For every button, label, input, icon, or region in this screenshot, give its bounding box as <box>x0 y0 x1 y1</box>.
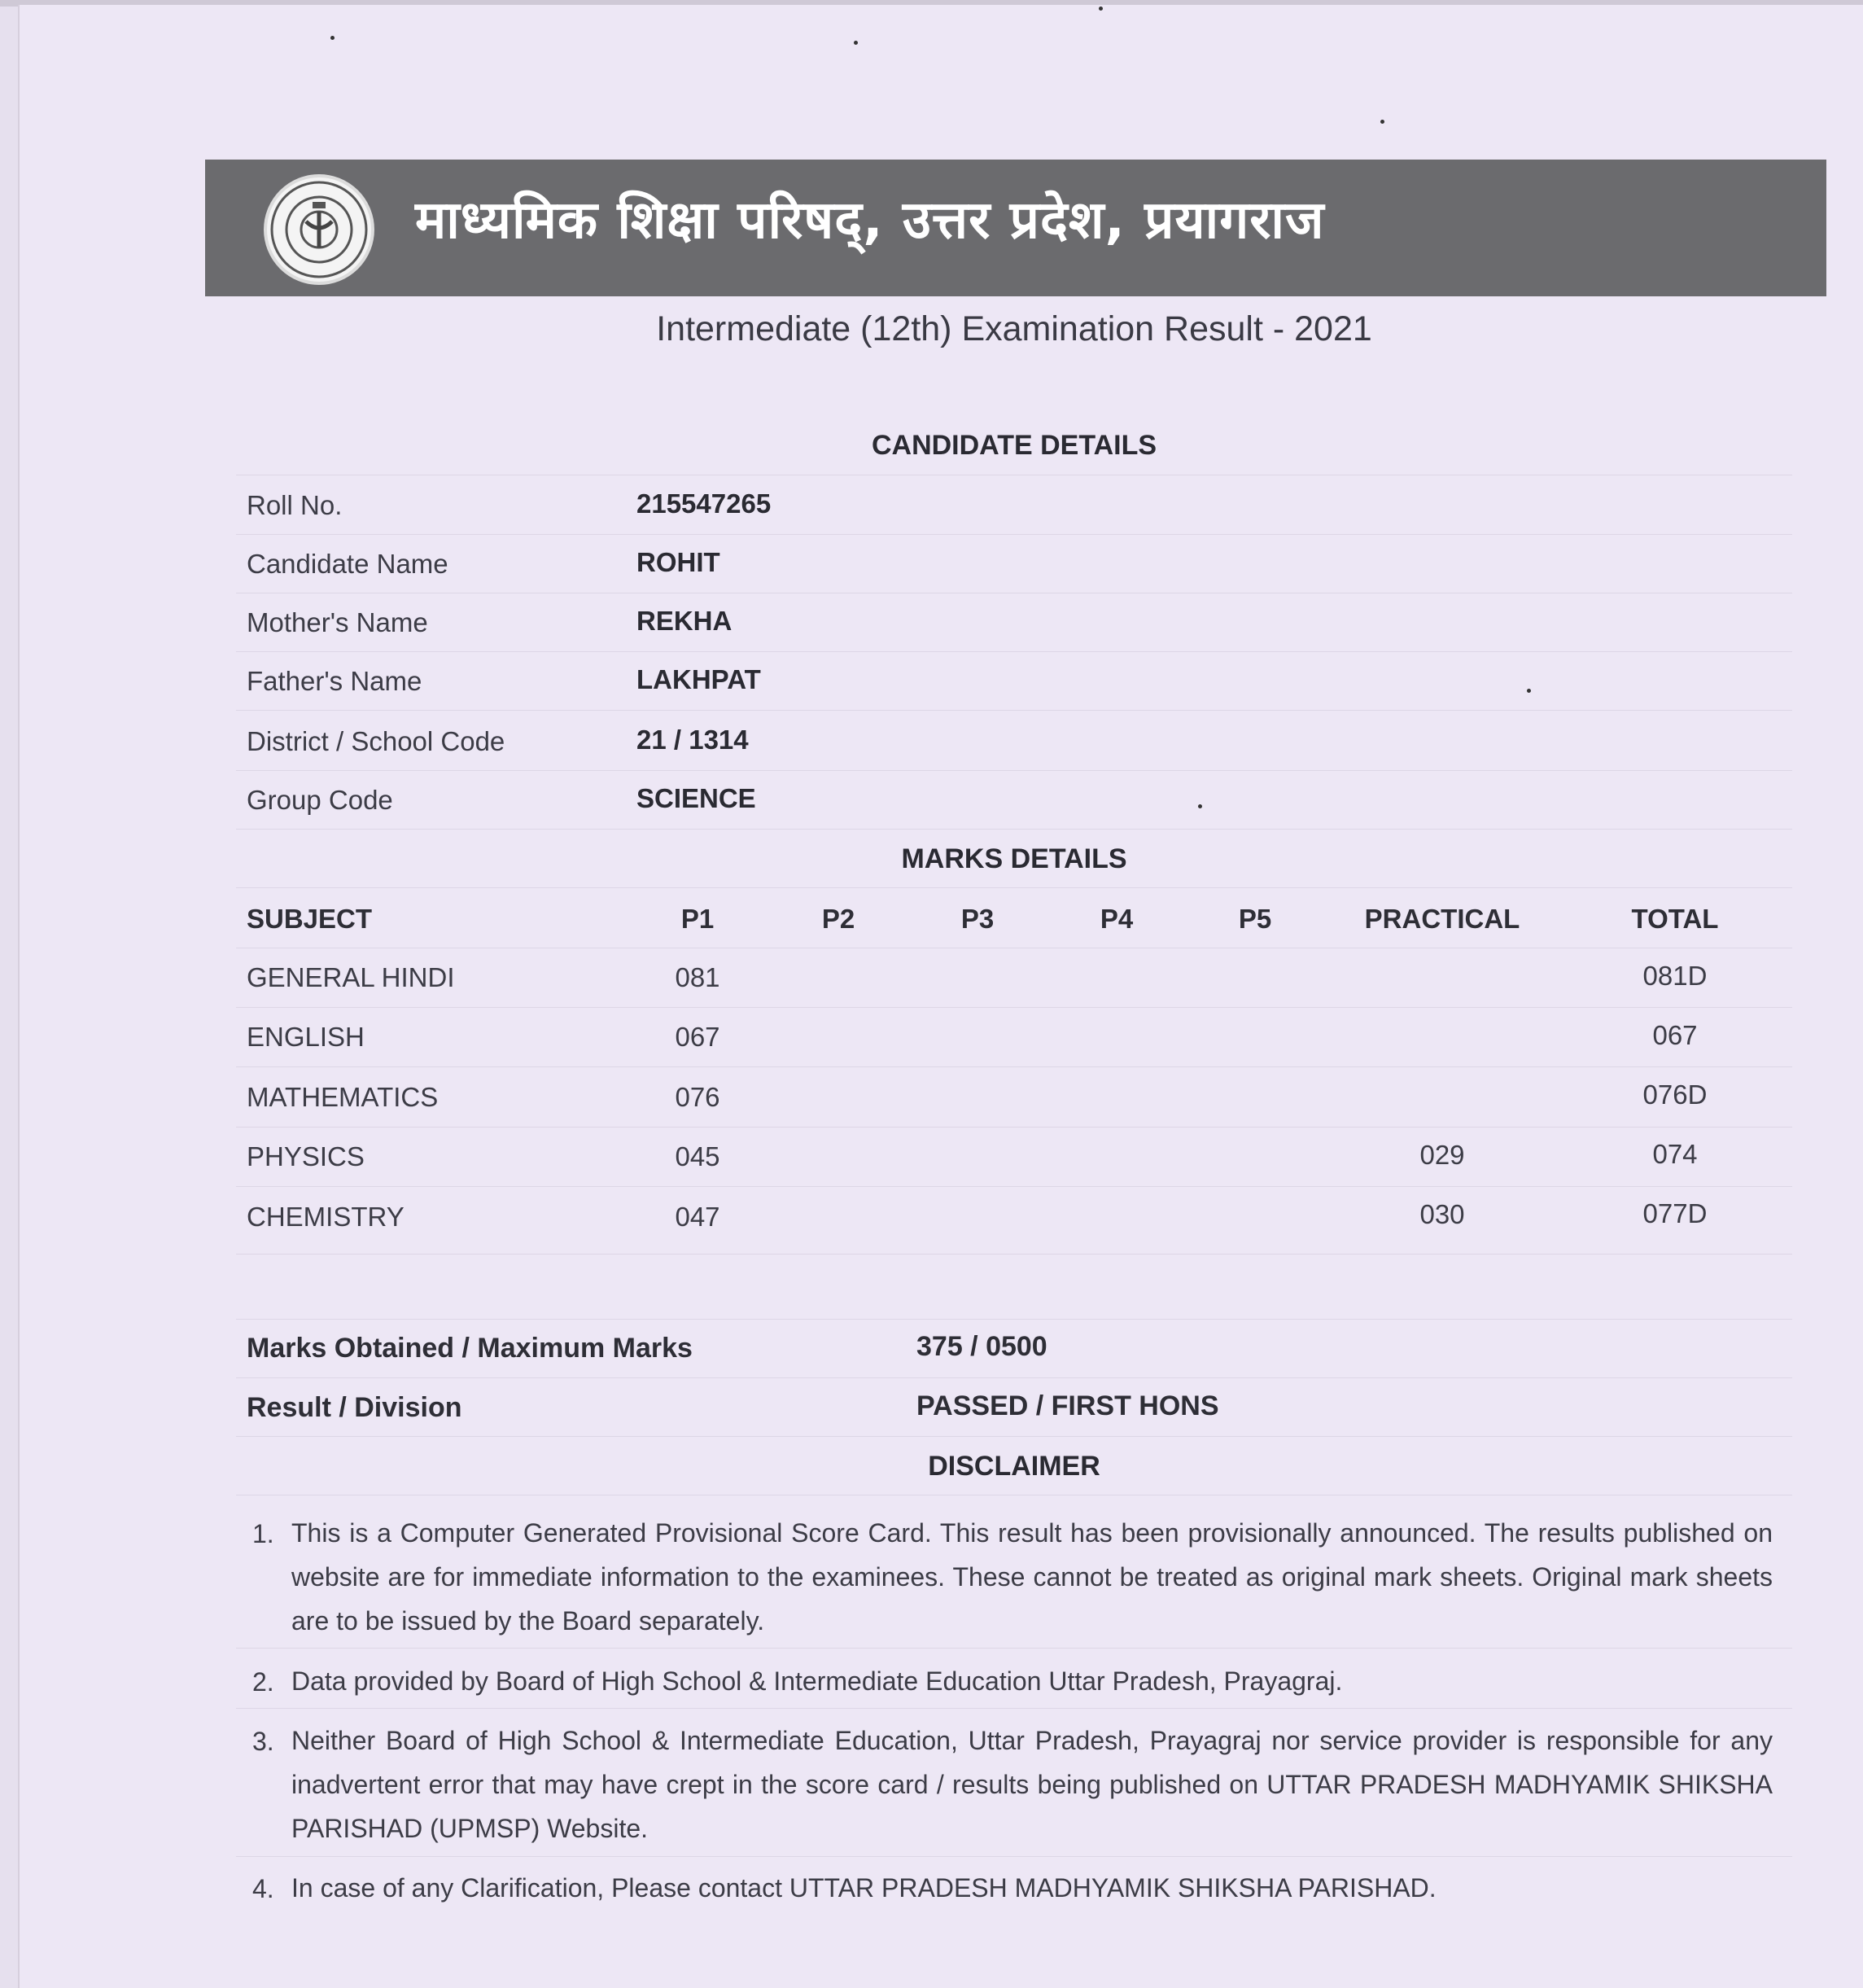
group-code-value: SCIENCE <box>636 783 756 813</box>
disclaimer-number: 4. <box>252 1874 274 1903</box>
disclaimer-number: 1. <box>252 1519 274 1548</box>
roll-no-label: Roll No. <box>247 490 343 520</box>
disclaimer-text: In case of any Clarification, Please contact UTTAR PRADESH MADHYAMIK SHIKSHA PARISHAD. <box>291 1873 1437 1903</box>
speck <box>1527 689 1531 693</box>
result-division-label: Result / Division <box>247 1392 462 1423</box>
disclaimer-text: This is a Computer Generated Provisional Score Card. This result has been provisionally announced. The results published on website are for immediate information to the examinees. These cannot be treated as original mark sheets. Original mark sheets are to be issued by the Board separately. <box>291 1518 1773 1636</box>
speck <box>1380 120 1384 124</box>
subject-name: MATHEMATICS <box>247 1082 439 1112</box>
row-divider <box>236 829 1792 830</box>
speck <box>854 41 858 45</box>
row-divider <box>236 1066 1792 1067</box>
marks-obtained-label: Marks Obtained / Maximum Marks <box>247 1333 693 1364</box>
subject-name: CHEMISTRY <box>247 1202 405 1232</box>
row-divider <box>236 651 1792 652</box>
result-division-value: PASSED / FIRST HONS <box>916 1390 1219 1421</box>
total-marks: 067 <box>1652 1020 1698 1050</box>
board-name-hindi: माध्यमिक शिक्षा परिषद्, उत्तर प्रदेश, प्रयागराज <box>415 190 1325 251</box>
practical-marks: 030 <box>1419 1199 1465 1229</box>
total-marks: 076D <box>1642 1079 1708 1110</box>
subject-name: GENERAL HINDI <box>247 962 455 992</box>
school-code-value: 21 / 1314 <box>636 725 749 755</box>
subject-name: PHYSICS <box>247 1141 365 1171</box>
marks-details-heading: MARKS DETAILS <box>901 843 1127 874</box>
mother-name-label: Mother's Name <box>247 607 428 637</box>
row-divider <box>236 1007 1792 1008</box>
disclaimer-heading: DISCLAIMER <box>928 1451 1100 1482</box>
p1-marks: 067 <box>675 1022 720 1052</box>
p1-marks: 076 <box>675 1082 720 1112</box>
col-p3: P3 <box>960 904 995 934</box>
subject-name: ENGLISH <box>247 1022 365 1052</box>
p1-marks: 081 <box>675 962 720 992</box>
board-header <box>205 160 1826 296</box>
candidate-name-value: ROHIT <box>636 547 720 577</box>
total-marks: 077D <box>1642 1198 1708 1228</box>
col-subject: SUBJECT <box>247 904 373 934</box>
col-practical: PRACTICAL <box>1364 904 1520 934</box>
disclaimer-text: Data provided by Board of High School & Intermediate Education Uttar Pradesh, Prayagraj. <box>291 1666 1343 1696</box>
row-divider <box>236 1127 1792 1128</box>
mother-name-value: REKHA <box>636 606 733 636</box>
roll-no-value: 215547265 <box>636 488 772 519</box>
col-p4: P4 <box>1100 904 1134 934</box>
speck <box>1099 7 1103 11</box>
practical-marks: 029 <box>1419 1140 1465 1170</box>
row-divider <box>236 770 1792 771</box>
row-divider <box>236 1319 1792 1320</box>
candidate-details-heading: CANDIDATE DETAILS <box>871 430 1157 461</box>
row-divider <box>236 534 1792 535</box>
row-divider <box>236 1436 1792 1437</box>
row-divider <box>236 1856 1792 1857</box>
row-divider <box>236 1186 1792 1187</box>
p1-marks: 045 <box>675 1141 720 1171</box>
col-p2: P2 <box>821 904 855 934</box>
row-divider <box>236 1648 1792 1649</box>
col-p1: P1 <box>680 904 715 934</box>
group-code-label: Group Code <box>247 785 393 815</box>
marks-obtained-value: 375 / 0500 <box>916 1331 1047 1362</box>
school-code-label: District / School Code <box>247 726 505 756</box>
col-total: TOTAL <box>1631 904 1719 934</box>
disclaimer-number: 2. <box>252 1667 274 1697</box>
father-name-value: LAKHPAT <box>636 664 761 694</box>
total-marks: 081D <box>1642 961 1708 991</box>
row-divider <box>236 1254 1792 1255</box>
speck <box>1198 804 1202 808</box>
disclaimer-number: 3. <box>252 1727 274 1756</box>
row-divider <box>236 887 1792 888</box>
disclaimer-text: Neither Board of High School & Intermediate Education, Uttar Pradesh, Prayagraj nor service provider is responsible for any inadvertent error that may have crept in the score card / results being published on UTTAR PRADESH MADHYAMIK SHIKSHA PARISHAD (UPMSP) Website. <box>291 1726 1773 1843</box>
father-name-label: Father's Name <box>247 666 422 696</box>
row-divider <box>236 710 1792 711</box>
col-p5: P5 <box>1238 904 1272 934</box>
row-divider <box>236 1708 1792 1709</box>
total-marks: 074 <box>1652 1139 1698 1169</box>
exam-title: Intermediate (12th) Examination Result - 2021 <box>656 309 1372 348</box>
p1-marks: 047 <box>675 1202 720 1232</box>
speck <box>330 36 335 40</box>
row-divider <box>236 1377 1792 1378</box>
candidate-name-label: Candidate Name <box>247 549 448 579</box>
upmsp-seal-icon <box>264 174 374 285</box>
